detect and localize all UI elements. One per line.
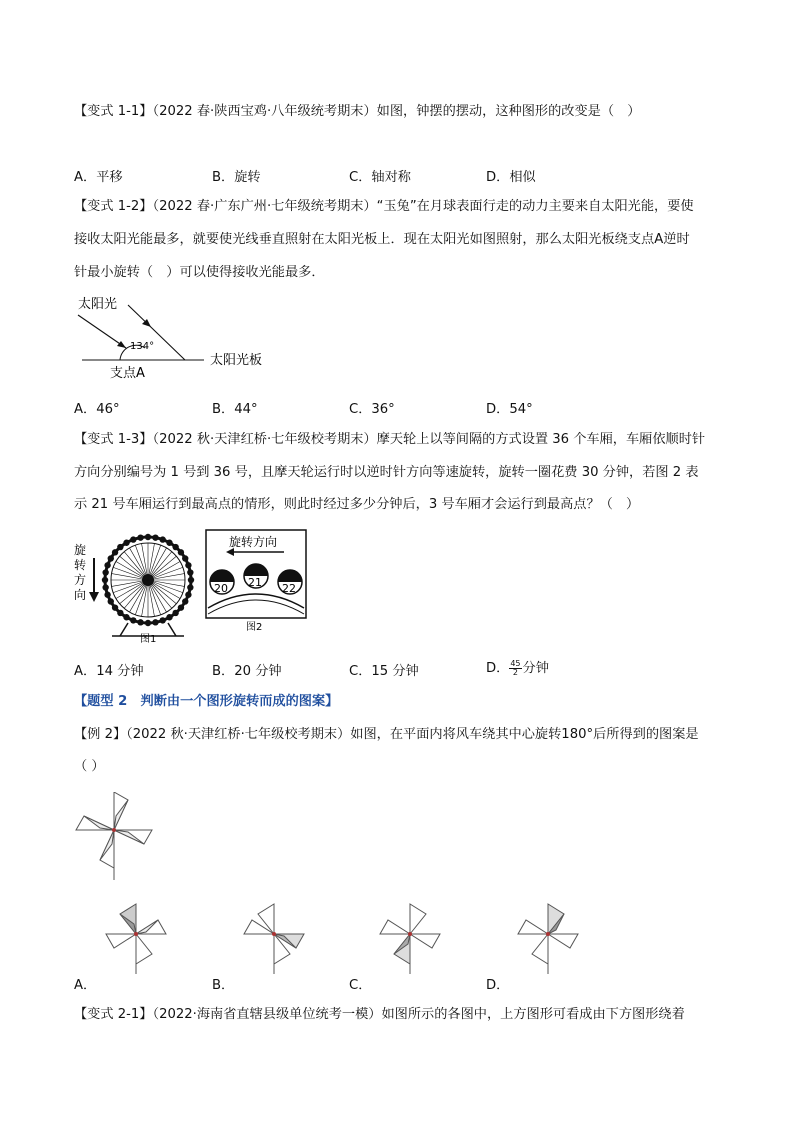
- wheel-car: [145, 620, 151, 626]
- wheel-car: [117, 544, 123, 550]
- wheel-car: [185, 562, 191, 568]
- q1-1-option-c[interactable]: C．轴对称: [349, 170, 411, 185]
- wheel-car: [182, 598, 188, 604]
- rotation-arrow-head: [89, 592, 99, 602]
- wheel-car: [145, 534, 151, 540]
- wheel-car: [137, 619, 143, 625]
- q1-3-option-d-suffix: 分钟: [522, 661, 549, 676]
- ferris-wheel: [102, 534, 194, 626]
- wheel-car: [104, 562, 110, 568]
- q1-3-option-a[interactable]: A．14 分钟: [74, 664, 144, 679]
- wheel-car: [152, 534, 158, 540]
- q1-2-option-d[interactable]: D．54°: [486, 402, 533, 417]
- question-1-2-line3: 针最小旋转（ ）可以使得接收光能最多．: [74, 265, 325, 280]
- wheel-car: [137, 534, 143, 540]
- question-2-1-line1: 【变式 2-1】（2022·海南省直辖县级单位统考一模）如图所示的各图中，上方图形可看成由下方图形绕着: [74, 1007, 685, 1022]
- wheel-car: [130, 536, 136, 542]
- sunlight-panel-figure: [72, 292, 282, 384]
- fig2-wheel-arc-inner: [208, 600, 304, 614]
- wheel-car: [172, 610, 178, 616]
- wheel-car: [178, 549, 184, 555]
- wheel-car: [102, 577, 108, 583]
- wheel-car: [108, 598, 114, 604]
- car-22: [278, 570, 302, 595]
- wheel-car: [152, 619, 158, 625]
- wheel-car: [123, 614, 129, 620]
- fig2-rotation-label: 旋转方向: [229, 535, 278, 549]
- wheel-car: [188, 577, 194, 583]
- question-1-3-line2: 方向分别编号为 1 号到 36 号，且摩天轮运行时以逆时针方向等速旋转，旋转一圈花费 30 分钟，若图 2 表: [74, 465, 699, 480]
- pinwheel-option-b[interactable]: [234, 896, 318, 974]
- wheel-leg-left: [120, 623, 128, 636]
- q1-1-option-a[interactable]: A．平移: [74, 170, 123, 185]
- pinwheel-option-d[interactable]: [508, 896, 592, 974]
- question-1-2-line1: 【变式 1-2】（2022 春·广东广州·七年级统考期末）“玉兔”在月球表面行走的动力主要来自太阳光能，要使: [74, 199, 694, 214]
- car-21: [244, 564, 268, 589]
- example-2-option-c[interactable]: C．: [349, 978, 372, 993]
- type-2-heading: 【题型 2 判断由一个图形旋转而成的图案】: [74, 694, 339, 709]
- q1-3-option-b[interactable]: B．20 分钟: [212, 664, 282, 679]
- rotation-label-char-1: 旋: [74, 543, 87, 557]
- question-1-3-line3: 示 21 号车厢运行到最高点的情形，则此时经过多少分钟后，3 号车厢才会运行到最高点？（ ）: [74, 497, 640, 512]
- example-2-option-a[interactable]: A．: [74, 978, 97, 993]
- fig1-caption: 图1: [140, 634, 157, 644]
- fraction-45-over-2: $\frac{45}{2}$: [510, 658, 521, 677]
- wheel-car: [130, 617, 136, 623]
- pinwheel-option-a[interactable]: [96, 896, 180, 974]
- wheel-leg-right: [168, 623, 176, 636]
- wheel-car: [187, 584, 193, 590]
- sunlight-label: 太阳光: [78, 297, 118, 312]
- pinwheel-option-c[interactable]: [370, 896, 454, 974]
- wheel-car: [166, 614, 172, 620]
- question-1-3-line1: 【变式 1-3】（2022 秋·天津红桥·七年级校考期末）摩天轮上以等间隔的方式设置 36 个车厢，车厢依顺时针: [74, 432, 706, 447]
- question-1-1-text: 【变式 1-1】（2022 春·陕西宝鸡·八年级统考期末）如图，钟摆的摆动，这种图形的改变是（ ）: [74, 104, 641, 119]
- wheel-car: [117, 610, 123, 616]
- rotation-label-char-4: 向: [74, 588, 87, 602]
- wheel-car: [166, 540, 172, 546]
- rotation-label-char-2: 转: [74, 558, 87, 572]
- q1-2-option-b[interactable]: B．44°: [212, 402, 258, 417]
- example-2-option-d[interactable]: D．: [486, 978, 510, 993]
- wheel-car: [104, 592, 110, 598]
- wheel-car: [102, 584, 108, 590]
- wheel-car: [160, 617, 166, 623]
- car-20: [210, 570, 234, 595]
- wheel-car: [185, 592, 191, 598]
- wheel-car: [123, 540, 129, 546]
- q1-3-option-d-prefix: D．: [486, 661, 510, 676]
- example-2-line2: （ ）: [74, 759, 105, 774]
- wheel-car: [160, 536, 166, 542]
- fig2-arrow-head: [226, 548, 234, 556]
- q1-3-option-c[interactable]: C．15 分钟: [349, 664, 419, 679]
- wheel-car: [102, 569, 108, 575]
- wheel-car: [112, 604, 118, 610]
- example-2-line1: 【例 2】（2022 秋·天津红桥·七年级校考期末）如图，在平面内将风车绕其中心旋转180°后所得到的图案是: [74, 727, 699, 742]
- wheel-car: [187, 569, 193, 575]
- pinwheel-original: [74, 792, 158, 884]
- light-ray-1: [78, 315, 126, 348]
- car-22-label: 22: [282, 582, 296, 595]
- example-2-option-b[interactable]: B．: [212, 978, 235, 993]
- fig2-caption: 图2: [246, 622, 263, 633]
- wheel-car: [182, 555, 188, 561]
- question-1-2-line2: 接收太阳光能最多，就要使光线垂直照射在太阳光板上．现在太阳光如图照射，那么太阳光板绕支点A逆时: [74, 232, 690, 247]
- fig2-wheel-arc: [208, 594, 304, 608]
- rotation-label-char-3: 方: [74, 573, 87, 587]
- car-20-label: 20: [214, 582, 228, 595]
- angle-label: 134°: [130, 341, 155, 352]
- q1-1-option-b[interactable]: B．旋转: [212, 170, 261, 185]
- pivot-label: 支点A: [110, 366, 145, 381]
- car-21-label: 21: [248, 576, 262, 589]
- wheel-car: [178, 604, 184, 610]
- ferris-wheel-figure: [72, 528, 308, 644]
- q1-1-option-d[interactable]: D．相似: [486, 170, 536, 185]
- wheel-car: [112, 549, 118, 555]
- q1-3-option-d[interactable]: [486, 657, 549, 677]
- q1-2-option-a[interactable]: A．46°: [74, 402, 120, 417]
- wheel-car: [108, 555, 114, 561]
- wheel-car: [172, 544, 178, 550]
- panel-label: 太阳光板: [210, 353, 263, 368]
- light-ray-1-arrowhead: [117, 341, 126, 348]
- q1-2-option-c[interactable]: C．36°: [349, 402, 395, 417]
